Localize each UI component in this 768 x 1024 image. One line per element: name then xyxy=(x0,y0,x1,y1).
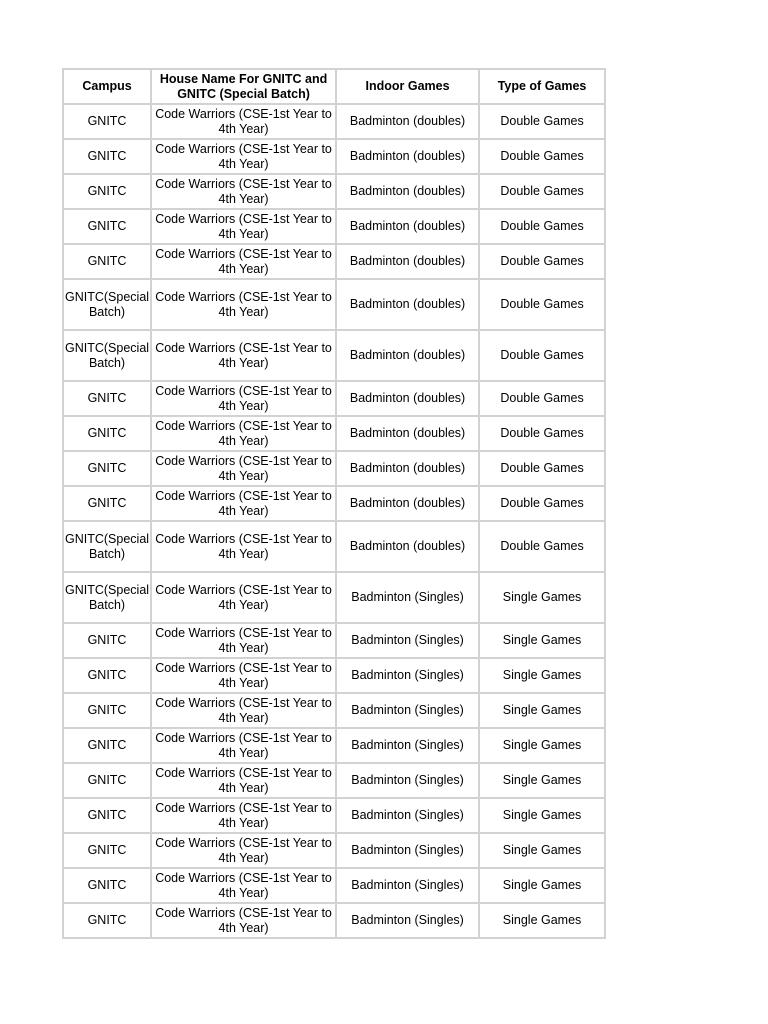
indoor-game-cell: Badminton (doubles) xyxy=(336,416,479,451)
game-type-cell: Double Games xyxy=(479,139,605,174)
game-type-cell: Double Games xyxy=(479,209,605,244)
table-row xyxy=(63,279,605,330)
indoor-game-cell: Badminton (doubles) xyxy=(336,174,479,209)
campus-cell: GNITC xyxy=(63,763,151,798)
house-name-cell: Code Warriors (CSE-1st Year to 4th Year) xyxy=(151,521,336,572)
house-name-cell: Code Warriors (CSE-1st Year to 4th Year) xyxy=(151,486,336,521)
house-name-cell: Code Warriors (CSE-1st Year to 4th Year) xyxy=(151,174,336,209)
indoor-game-cell: Badminton (Singles) xyxy=(336,763,479,798)
campus-cell: GNITC xyxy=(63,104,151,139)
house-name-cell: Code Warriors (CSE-1st Year to 4th Year) xyxy=(151,798,336,833)
campus-cell: GNITC xyxy=(63,728,151,763)
game-type-cell: Single Games xyxy=(479,623,605,658)
game-type-cell: Double Games xyxy=(479,279,605,330)
header-row xyxy=(63,69,605,104)
table-row xyxy=(63,174,605,209)
indoor-game-cell: Badminton (doubles) xyxy=(336,279,479,330)
table-row xyxy=(63,693,605,728)
indoor-game-cell: Badminton (Singles) xyxy=(336,572,479,623)
campus-cell: GNITC(Special Batch) xyxy=(63,521,151,572)
campus-cell: GNITC xyxy=(63,903,151,938)
indoor-game-cell: Badminton (doubles) xyxy=(336,139,479,174)
house-name-cell: Code Warriors (CSE-1st Year to 4th Year) xyxy=(151,209,336,244)
game-type-cell: Single Games xyxy=(479,658,605,693)
header-house-name: House Name For GNITC and GNITC (Special Batch) xyxy=(151,69,336,104)
indoor-game-cell: Badminton (Singles) xyxy=(336,728,479,763)
table-row xyxy=(63,521,605,572)
campus-cell: GNITC xyxy=(63,658,151,693)
house-name-cell: Code Warriors (CSE-1st Year to 4th Year) xyxy=(151,623,336,658)
house-name-cell: Code Warriors (CSE-1st Year to 4th Year) xyxy=(151,572,336,623)
table-row xyxy=(63,833,605,868)
table-row xyxy=(63,798,605,833)
house-name-cell: Code Warriors (CSE-1st Year to 4th Year) xyxy=(151,868,336,903)
game-type-cell: Double Games xyxy=(479,521,605,572)
indoor-game-cell: Badminton (doubles) xyxy=(336,451,479,486)
table-row xyxy=(63,572,605,623)
table-row xyxy=(63,381,605,416)
indoor-game-cell: Badminton (Singles) xyxy=(336,693,479,728)
game-type-cell: Single Games xyxy=(479,868,605,903)
header-type-of-games: Type of Games xyxy=(479,69,605,104)
campus-cell: GNITC xyxy=(63,833,151,868)
game-type-cell: Single Games xyxy=(479,572,605,623)
indoor-game-cell: Badminton (doubles) xyxy=(336,521,479,572)
game-type-cell: Double Games xyxy=(479,104,605,139)
games-table xyxy=(62,68,606,939)
house-name-cell: Code Warriors (CSE-1st Year to 4th Year) xyxy=(151,903,336,938)
table-row xyxy=(63,728,605,763)
table-row xyxy=(63,451,605,486)
indoor-game-cell: Badminton (Singles) xyxy=(336,623,479,658)
indoor-game-cell: Badminton (Singles) xyxy=(336,658,479,693)
game-type-cell: Double Games xyxy=(479,451,605,486)
table-row xyxy=(63,868,605,903)
table-row xyxy=(63,486,605,521)
campus-cell: GNITC xyxy=(63,486,151,521)
house-name-cell: Code Warriors (CSE-1st Year to 4th Year) xyxy=(151,139,336,174)
indoor-game-cell: Badminton (doubles) xyxy=(336,381,479,416)
table-row xyxy=(63,903,605,938)
game-type-cell: Single Games xyxy=(479,798,605,833)
house-name-cell: Code Warriors (CSE-1st Year to 4th Year) xyxy=(151,416,336,451)
campus-cell: GNITC xyxy=(63,693,151,728)
header-indoor-games: Indoor Games xyxy=(336,69,479,104)
spreadsheet-page xyxy=(62,68,606,939)
indoor-game-cell: Badminton (doubles) xyxy=(336,486,479,521)
game-type-cell: Double Games xyxy=(479,244,605,279)
campus-cell: GNITC xyxy=(63,209,151,244)
house-name-cell: Code Warriors (CSE-1st Year to 4th Year) xyxy=(151,330,336,381)
house-name-cell: Code Warriors (CSE-1st Year to 4th Year) xyxy=(151,833,336,868)
game-type-cell: Single Games xyxy=(479,903,605,938)
game-type-cell: Double Games xyxy=(479,381,605,416)
house-name-cell: Code Warriors (CSE-1st Year to 4th Year) xyxy=(151,693,336,728)
house-name-cell: Code Warriors (CSE-1st Year to 4th Year) xyxy=(151,763,336,798)
table-row xyxy=(63,623,605,658)
campus-cell: GNITC xyxy=(63,244,151,279)
campus-cell: GNITC(Special Batch) xyxy=(63,330,151,381)
game-type-cell: Single Games xyxy=(479,693,605,728)
table-row xyxy=(63,763,605,798)
campus-cell: GNITC xyxy=(63,868,151,903)
house-name-cell: Code Warriors (CSE-1st Year to 4th Year) xyxy=(151,728,336,763)
campus-cell: GNITC xyxy=(63,451,151,486)
campus-cell: GNITC xyxy=(63,416,151,451)
table-row xyxy=(63,104,605,139)
house-name-cell: Code Warriors (CSE-1st Year to 4th Year) xyxy=(151,279,336,330)
game-type-cell: Double Games xyxy=(479,416,605,451)
header-campus: Campus xyxy=(63,69,151,104)
game-type-cell: Single Games xyxy=(479,833,605,868)
indoor-game-cell: Badminton (Singles) xyxy=(336,798,479,833)
campus-cell: GNITC xyxy=(63,381,151,416)
indoor-game-cell: Badminton (doubles) xyxy=(336,209,479,244)
indoor-game-cell: Badminton (Singles) xyxy=(336,833,479,868)
game-type-cell: Single Games xyxy=(479,763,605,798)
campus-cell: GNITC xyxy=(63,139,151,174)
game-type-cell: Double Games xyxy=(479,174,605,209)
table-row xyxy=(63,416,605,451)
game-type-cell: Double Games xyxy=(479,486,605,521)
game-type-cell: Double Games xyxy=(479,330,605,381)
campus-cell: GNITC xyxy=(63,174,151,209)
table-row xyxy=(63,139,605,174)
indoor-game-cell: Badminton (doubles) xyxy=(336,330,479,381)
indoor-game-cell: Badminton (Singles) xyxy=(336,868,479,903)
table-row xyxy=(63,244,605,279)
house-name-cell: Code Warriors (CSE-1st Year to 4th Year) xyxy=(151,451,336,486)
house-name-cell: Code Warriors (CSE-1st Year to 4th Year) xyxy=(151,658,336,693)
game-type-cell: Single Games xyxy=(479,728,605,763)
table-row xyxy=(63,209,605,244)
house-name-cell: Code Warriors (CSE-1st Year to 4th Year) xyxy=(151,104,336,139)
campus-cell: GNITC(Special Batch) xyxy=(63,279,151,330)
house-name-cell: Code Warriors (CSE-1st Year to 4th Year) xyxy=(151,244,336,279)
indoor-game-cell: Badminton (doubles) xyxy=(336,244,479,279)
house-name-cell: Code Warriors (CSE-1st Year to 4th Year) xyxy=(151,381,336,416)
table-row xyxy=(63,658,605,693)
table-body xyxy=(63,104,605,938)
campus-cell: GNITC xyxy=(63,798,151,833)
indoor-game-cell: Badminton (Singles) xyxy=(336,903,479,938)
table-row xyxy=(63,330,605,381)
campus-cell: GNITC(Special Batch) xyxy=(63,572,151,623)
campus-cell: GNITC xyxy=(63,623,151,658)
indoor-game-cell: Badminton (doubles) xyxy=(336,104,479,139)
